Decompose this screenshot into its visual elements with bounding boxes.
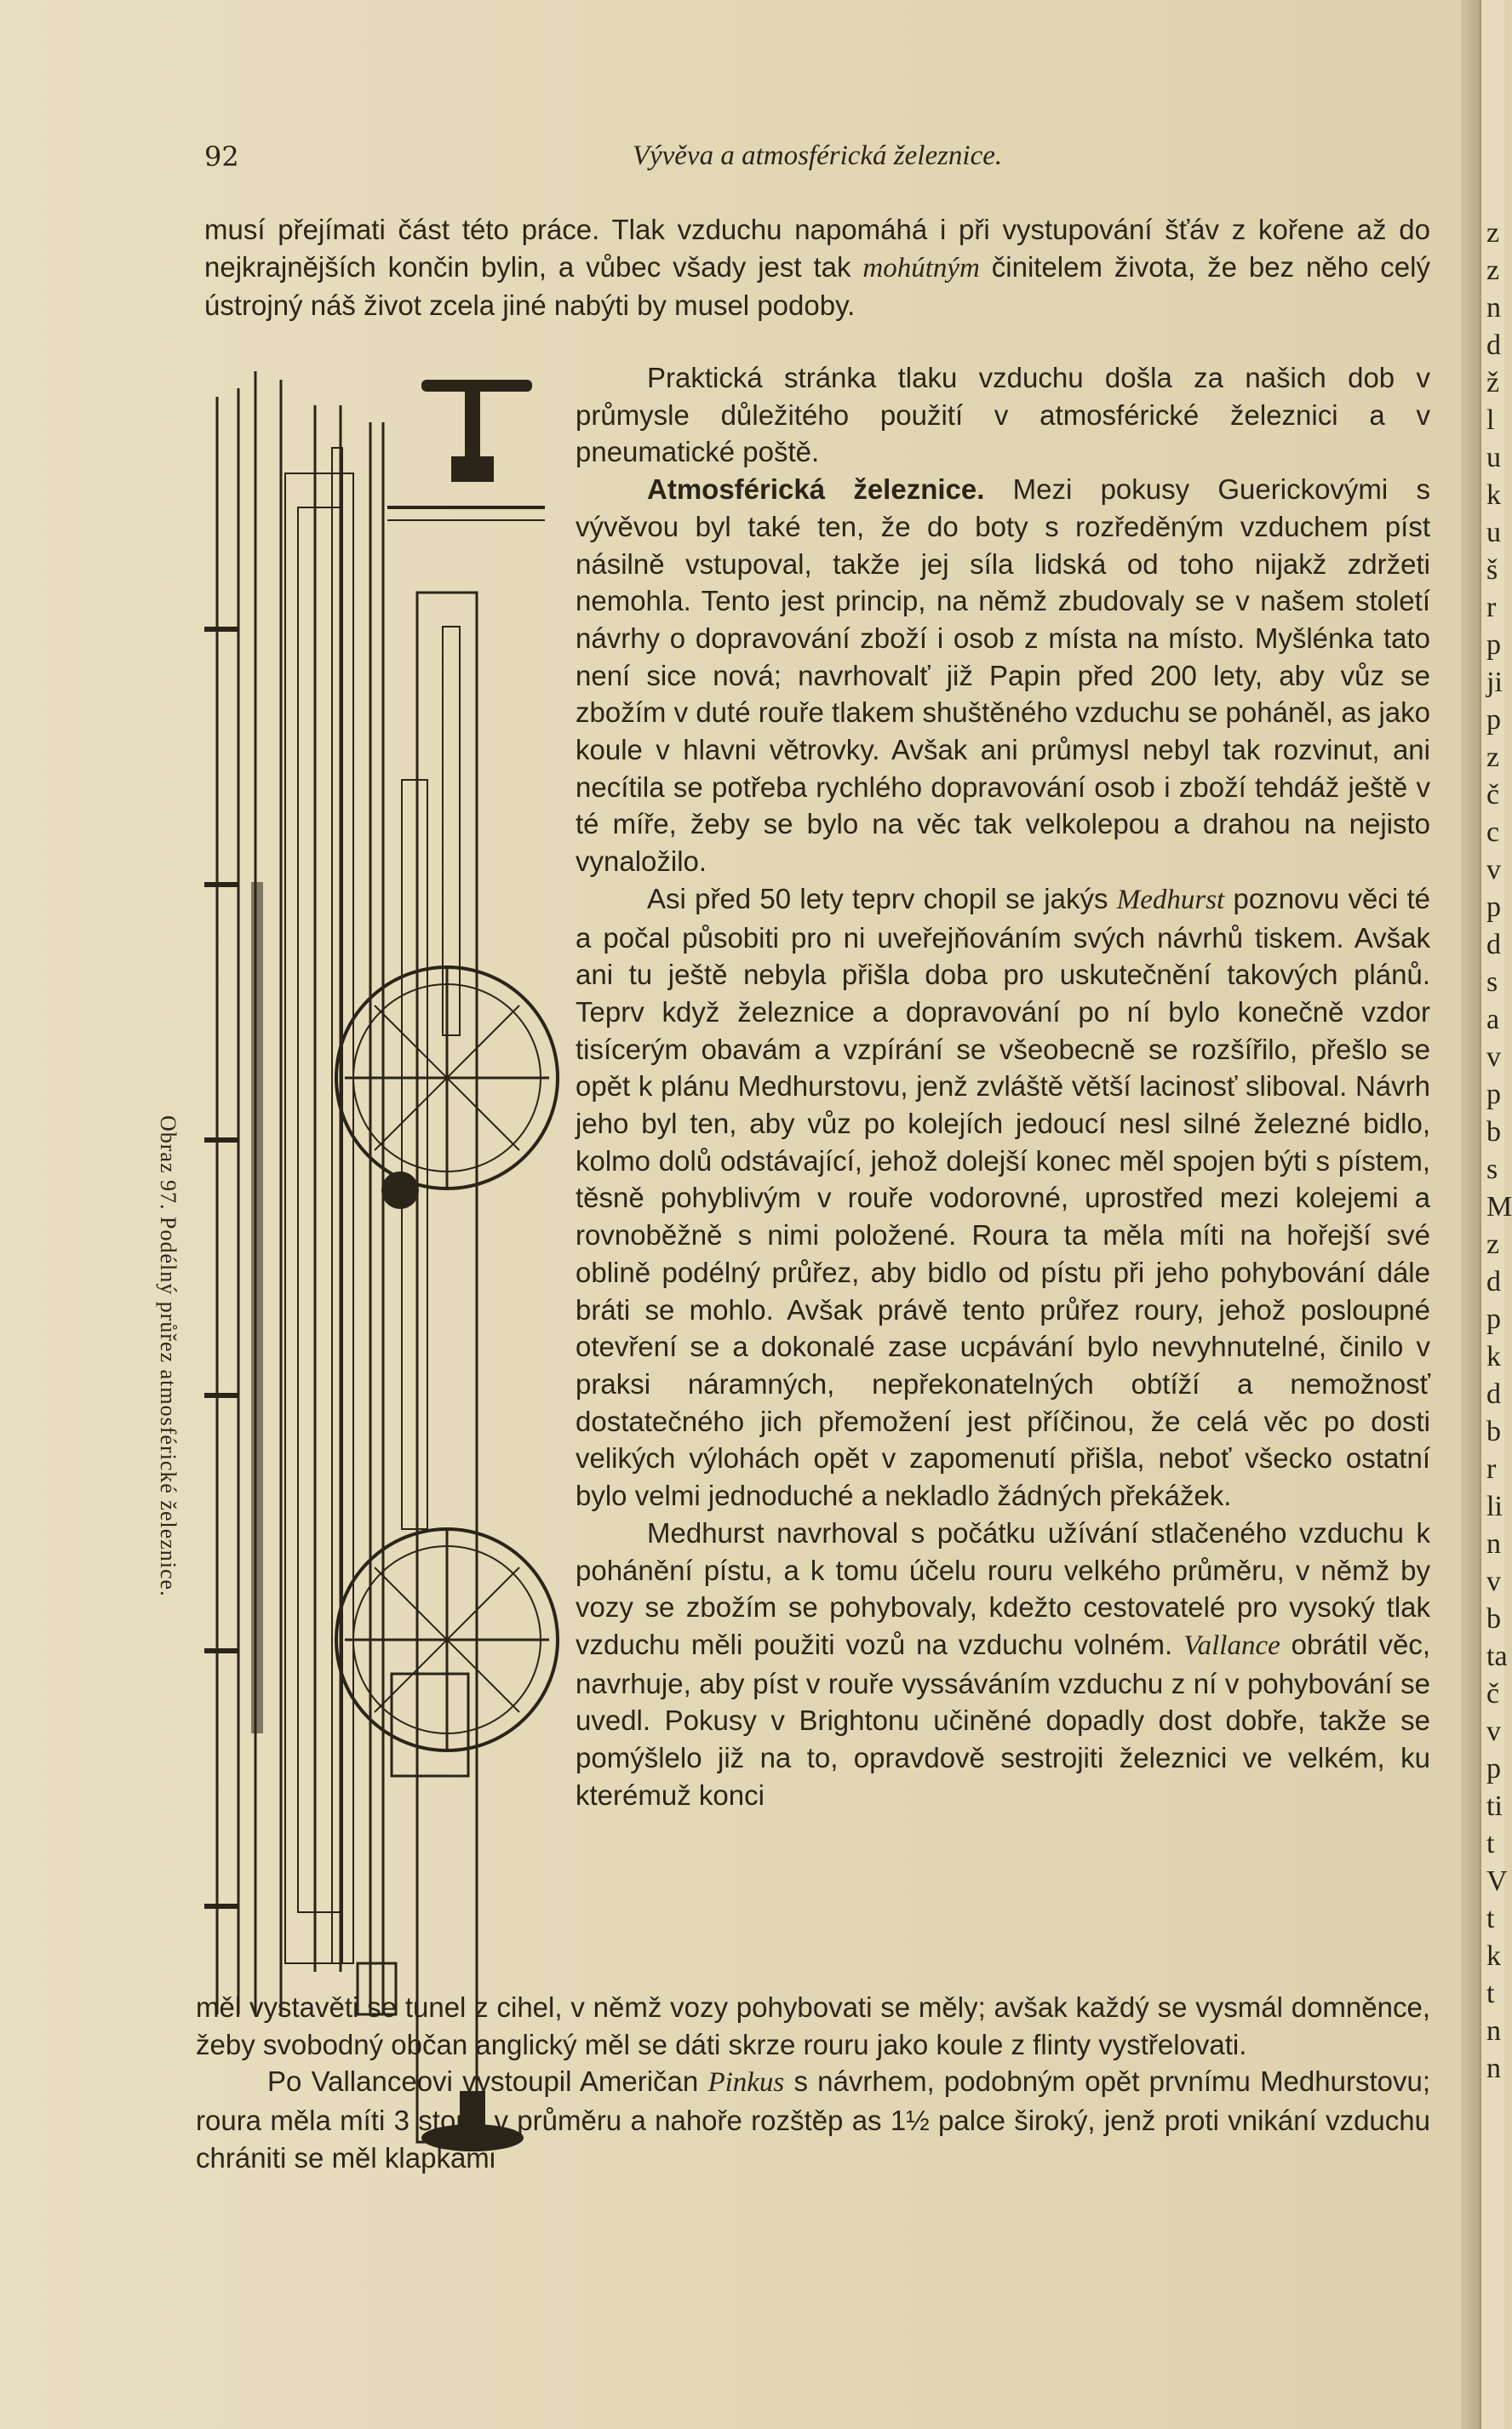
paragraph-practical: Praktická stránka tlaku vzduchu došla za našich dob v průmysle důležitého použití v atmosférické železnici a v pneumatické poště. — [576, 362, 1430, 468]
name-medhurst: Medhurst — [1116, 884, 1225, 915]
paragraph-medhurst: poznovu věci té a počal působiti pro ni uveřejňováním svých návrhů tiskem. Avšak ani tu ještě nebyla přišla doba pro uskutečnění takových plánů. Teprv když železnice a dopravování po ní bylo konečně vzdor tisícerým obavám a vzpírání se všeobecně se rozšířilo, přešlo se opět k plánu Medhurstovu, jenž zvláště větší lacinosť sliboval. Návrh jeho byl ten, aby vůz po kolejích jedoucí nesl silné železné bidlo, kolmo dolů odstávající, jehož dolejší konec měl spojen býti s pístem, těsně pohyblivým v rouře vodorovné, uprostřed mezi kolejemi a rovnoběžně s nimi položené. Roura ta měla míti na hořejší své oblině podélný průřez, aby bidlo od pístu při jeho pohybování dále bráti se mohlo. Avšak právě tento průřez roury, jehož posloupné otevření se a dokonalé zase ucpávání bylo nevyhnutelné, činilo v praksi náramných, nepřekonatelných obtíží a nemožnosť dostatečného jich přemožení jest příčinou, že celá věc po dosti velikých výlohách opět v zapomenutí přišla, neboť všecko ostatní bylo velmi jednoduché a nekladlo žádných překážek. — [576, 882, 1430, 1512]
figure-caption: Obraz 97. Podélný průřez atmosférické železnice. — [156, 1115, 180, 1597]
intro-text-end: činitelem života, že bez něho celý ústrojný náš život zcela jiné nabýti by musel podoby. — [204, 250, 1430, 322]
edge-letter: t — [1486, 1828, 1495, 1859]
edge-letter: d — [1486, 1378, 1501, 1410]
edge-letter: r — [1486, 1453, 1497, 1485]
edge-letter: b — [1486, 1416, 1501, 1447]
edge-letter: č — [1486, 779, 1500, 811]
paragraph-compressed-air: Medhurst navrhoval s počátku užívání stlačeného vzduchu k pohánění pístu, a k tomu účelu rouru velkého průměru, v němž by vozy se zbožím se pohybovaly, kdežto cestovatelé pro vysoký tlak vzduchu měli použiti vozů na vzduchu volném. — [576, 1516, 1430, 1660]
intro-italic: mohútným — [862, 252, 980, 284]
edge-letter: b — [1486, 1603, 1501, 1635]
paragraph-medhurst-start: Asi před 50 lety teprv chopil se jakýs — [647, 882, 1117, 914]
page-number: 92 — [204, 140, 239, 173]
edge-letter: n — [1486, 292, 1501, 324]
edge-letter: z — [1486, 742, 1500, 773]
edge-letter: ji — [1486, 667, 1503, 698]
edge-letter: z — [1486, 1229, 1500, 1260]
edge-letter: d — [1486, 1266, 1501, 1298]
paragraph-compressed-air-end: obrátil věc, navrhuje, aby píst v rouře vyssáváním vzduchu z ní v pohybování se uvedl. Pokusy v Brightonu učiněné dopadly dost dobře, takže se pomýšlelo již na to, opravdově sestrojiti železnici ve velkém, ku kterémuž konci — [576, 1628, 1430, 1811]
edge-letter: s — [1486, 966, 1498, 998]
section-heading-atmospheric-railway: Atmosférická železnice. — [647, 473, 985, 506]
edge-letter: u — [1486, 517, 1501, 548]
edge-letter: v — [1486, 1041, 1501, 1073]
name-pinkus: Pinkus — [707, 2067, 785, 2099]
edge-letter: k — [1486, 1940, 1501, 1972]
edge-letter: p — [1486, 1753, 1501, 1785]
edge-letter: u — [1486, 442, 1501, 473]
edge-letter: p — [1486, 1079, 1501, 1110]
edge-letter: n — [1486, 1528, 1501, 1560]
edge-letter: p — [1486, 1303, 1501, 1335]
running-title: Vývěva a atmosférická železnice. — [632, 140, 1003, 171]
edge-letter: v — [1486, 854, 1501, 885]
edge-letter: p — [1486, 629, 1501, 661]
railway-cross-section-figure — [204, 371, 560, 2016]
bottom-text — [196, 1989, 1430, 2177]
page-header — [204, 140, 1430, 179]
intro-paragraph — [204, 211, 1430, 324]
edge-letter: p — [1486, 704, 1501, 736]
edge-letter: č — [1486, 1678, 1500, 1710]
edge-letter: ti — [1486, 1790, 1503, 1822]
edge-letter: V — [1486, 1865, 1508, 1897]
edge-letter: M — [1486, 1191, 1512, 1223]
edge-letter: li — [1486, 1491, 1503, 1522]
intro-text: musí přejímati část této práce. Tlak vzduchu napomáhá i při vystupování šťáv z kořene až do nejkrajnějších končin bylin, a vůbec všady jest tak — [204, 214, 1430, 283]
edge-letter: d — [1486, 929, 1501, 960]
edge-letter: s — [1486, 1154, 1498, 1185]
edge-letter: ta — [1486, 1641, 1508, 1672]
edge-letter: v — [1486, 1566, 1501, 1597]
edge-letter: n — [1486, 2053, 1501, 2084]
paragraph-pinkus-start: Po Vallanceovi vystoupil Američan — [267, 2065, 708, 2098]
edge-letter: š — [1486, 554, 1498, 586]
next-page-edge — [1481, 0, 1512, 2429]
edge-letter: t — [1486, 1903, 1495, 1934]
edge-letter: c — [1486, 816, 1500, 848]
paragraph-guericke: Mezi pokusy Guerickovými s vývěvou byl také ten, že do boty s rozředěným vzduchem píst násilně vstupoval, takže jej síla lidská od toho nijakž zdržeti nemohla. Tento jest princip, na němž zbudovaly se v našem století návrhy o dopravování zboží i osob z místa na místo. Myšlénka tato není sice nová; navrhovalť již Papin před 200 lety, aby vůz se zbožím v duté rouře tlakem shuštěného vzduchu se poháněl, as jako koule v hlavni větrovky. Avšak ani průmysl nebyl tak rozvinut, ani necítila se potřeba rychlého dopravování osob i zboží tehdáž ještě v té míře, žeby se bylo na věc tak velkolepou a drahou na nejisto vynaložilo. — [576, 473, 1430, 878]
paragraph-tunnel: měl vystavěti se tunel z cihel, v němž vozy pohybovati se měly; avšak každý se vysmál domněnce, žeby svobodný občan anglický měl se dáti skrze rouru jako koule z flinty vystřelovati. — [196, 1991, 1430, 2060]
name-vallance: Vallance — [1183, 1630, 1280, 1661]
edge-letter: p — [1486, 891, 1501, 923]
edge-letter: n — [1486, 2015, 1501, 2047]
edge-letter: b — [1486, 1116, 1501, 1148]
edge-letter: z — [1486, 217, 1500, 249]
edge-letter: a — [1486, 1004, 1500, 1035]
edge-letter: d — [1486, 329, 1501, 361]
edge-letter: t — [1486, 1978, 1495, 2009]
edge-letter: v — [1486, 1716, 1501, 1747]
edge-letter: ž — [1486, 367, 1500, 398]
main-text-column — [576, 359, 1430, 1813]
paragraph-pinkus: s návrhem, podobným opět prvnímu Medhurstovu; roura měla míti 3 stopy v průměru a nahoře rozštěp as 1½ palce široký, jenž proti vnikání vzduchu chrániti se měl klapkami — [196, 2065, 1430, 2174]
edge-letter: k — [1486, 479, 1501, 511]
edge-letter: r — [1486, 592, 1497, 623]
edge-letter: l — [1486, 404, 1495, 436]
edge-letter: z — [1486, 255, 1500, 286]
edge-letter: k — [1486, 1341, 1501, 1372]
